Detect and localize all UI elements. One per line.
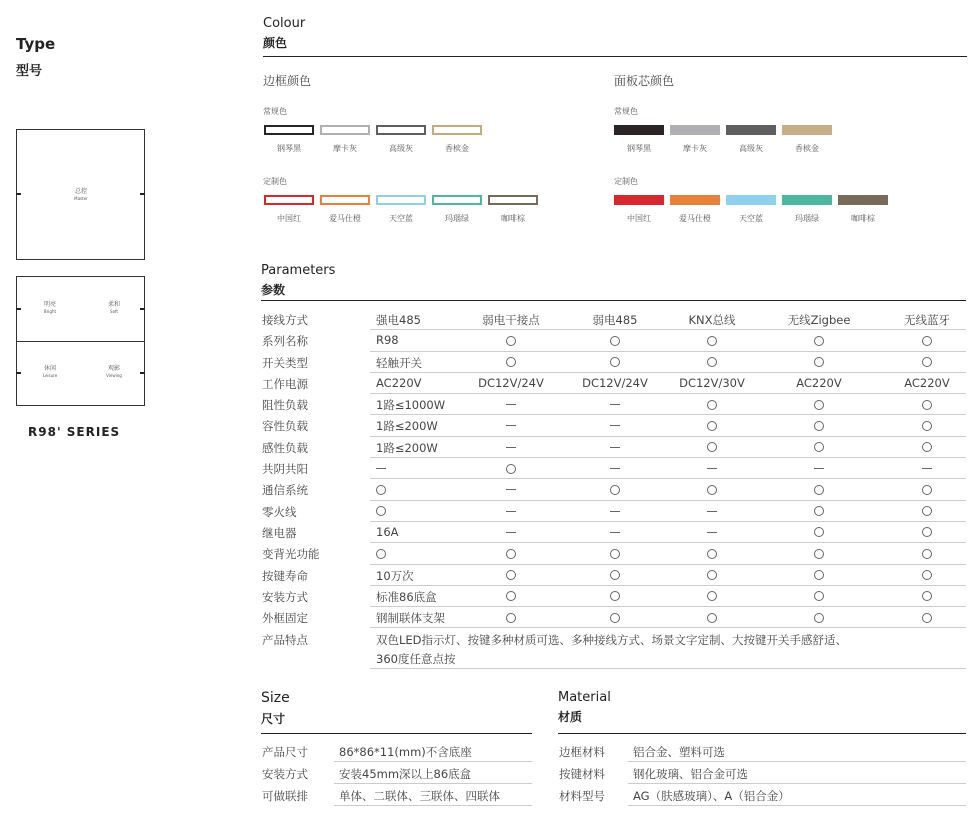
frame-colour-title: 边框颜色 xyxy=(263,74,312,88)
colour-swatch xyxy=(838,195,888,205)
dash-icon xyxy=(707,511,717,512)
table-cell: 无线蓝牙 xyxy=(904,313,950,327)
colour-swatch-label: 香槟金 xyxy=(795,144,819,153)
row-value: AG（肤感玻璃）、A（铝合金） xyxy=(633,789,790,803)
table-row xyxy=(260,479,966,500)
table-cell: 1路≤200W xyxy=(376,440,438,455)
panel-tick-left xyxy=(16,193,21,195)
dash-icon xyxy=(376,468,386,469)
dash-icon xyxy=(922,468,932,469)
table-cell xyxy=(376,504,386,518)
table-cell xyxy=(466,482,556,496)
colour-swatch xyxy=(432,195,482,205)
material-rule xyxy=(558,733,966,734)
row-label: 继电器 xyxy=(262,525,297,540)
circle-icon xyxy=(814,336,824,346)
panel-tick xyxy=(140,308,145,310)
circle-icon xyxy=(610,485,620,495)
panel-divider xyxy=(17,341,144,342)
table-cell xyxy=(667,546,757,560)
circle-icon xyxy=(922,336,932,346)
row-label: 通信系统 xyxy=(262,483,308,498)
row-label: 感性负载 xyxy=(262,440,308,455)
row-divider xyxy=(370,627,966,628)
circle-icon xyxy=(376,485,386,495)
circle-icon xyxy=(814,506,824,516)
row-label: 按键材料 xyxy=(559,767,605,781)
table-cell xyxy=(667,333,757,347)
table-cell xyxy=(774,418,864,432)
colour-swatch xyxy=(320,125,370,135)
circle-icon xyxy=(922,506,932,516)
colour-swatch xyxy=(264,125,314,135)
table-cell xyxy=(667,525,757,539)
table-cell xyxy=(466,546,556,560)
colour-swatch-label: 摩卡灰 xyxy=(683,144,707,153)
circle-icon xyxy=(814,591,824,601)
table-cell xyxy=(570,546,660,560)
colour-swatch xyxy=(376,195,426,205)
features-line2: 360度任意点按 xyxy=(376,652,456,666)
row-divider xyxy=(628,761,966,762)
table-cell xyxy=(774,333,864,347)
table-cell xyxy=(774,568,864,582)
table-cell xyxy=(570,355,660,369)
table-row xyxy=(260,437,966,458)
circle-icon xyxy=(814,357,824,367)
table-cell xyxy=(466,440,556,454)
table-cell xyxy=(774,610,864,624)
row-value: 单体、二联体、三联体、四联体 xyxy=(339,789,500,803)
dash-icon xyxy=(506,404,516,405)
circle-icon xyxy=(376,506,386,516)
table-cell xyxy=(376,461,386,475)
table-cell: R98 xyxy=(376,333,399,348)
table-cell xyxy=(466,333,556,347)
params-title-cn: 参数 xyxy=(261,283,286,297)
table-cell: AC220V xyxy=(796,375,842,390)
type-title-en: Type xyxy=(16,35,56,53)
row-label: 接线方式 xyxy=(262,313,308,327)
table-cell xyxy=(882,482,972,496)
table-row xyxy=(260,415,966,436)
table-row xyxy=(260,565,966,586)
circle-icon xyxy=(707,421,717,431)
table-cell xyxy=(774,504,864,518)
colour-swatch xyxy=(670,125,720,135)
table-row xyxy=(260,458,966,479)
colour-swatch-label: 玛瑙绿 xyxy=(795,214,819,223)
circle-icon xyxy=(707,591,717,601)
table-cell xyxy=(882,355,972,369)
dash-icon xyxy=(610,425,620,426)
table-cell xyxy=(570,397,660,411)
table-cell xyxy=(570,418,660,432)
dash-icon xyxy=(506,511,516,512)
panel-tick xyxy=(16,308,21,310)
row-divider xyxy=(628,783,966,784)
circle-icon xyxy=(610,549,620,559)
table-cell xyxy=(667,397,757,411)
table-cell xyxy=(466,568,556,582)
colour-swatch xyxy=(376,125,426,135)
colour-title-en: Colour xyxy=(263,16,306,31)
table-cell: AC220V xyxy=(904,375,950,390)
params-rule xyxy=(261,300,966,301)
table-cell: 无线Zigbee xyxy=(787,313,851,327)
table-cell xyxy=(667,568,757,582)
table-cell xyxy=(882,546,972,560)
table-cell xyxy=(882,397,972,411)
panel-tick xyxy=(140,372,145,374)
table-cell xyxy=(570,333,660,347)
table-cell xyxy=(376,482,386,496)
colour-swatch-label: 咖啡棕 xyxy=(851,214,875,223)
circle-icon xyxy=(506,591,516,601)
table-cell xyxy=(466,504,556,518)
row-label: 可做联排 xyxy=(262,789,308,803)
table-cell xyxy=(376,546,386,560)
circle-icon xyxy=(506,549,516,559)
table-cell xyxy=(774,355,864,369)
colour-swatch-label: 咖啡棕 xyxy=(501,214,525,223)
circle-icon xyxy=(610,613,620,623)
table-cell: AC220V xyxy=(376,375,422,390)
circle-icon xyxy=(506,357,516,367)
table-cell xyxy=(667,440,757,454)
row-value: 安装45mm深以上86底盒 xyxy=(339,767,472,781)
colour-swatch xyxy=(614,195,664,205)
table-cell xyxy=(466,525,556,539)
circle-icon xyxy=(610,336,620,346)
colour-swatch xyxy=(782,195,832,205)
features-line1: 双色LED指示灯、按键多种材质可选、多种接线方式、场景文字定制、大按键开关手感舒适、 xyxy=(376,633,848,647)
dash-icon xyxy=(610,532,620,533)
panel-label-soft: 柔和 Soft xyxy=(107,301,120,314)
dash-icon xyxy=(506,489,516,490)
table-cell xyxy=(570,440,660,454)
table-cell: 1路≤1000W xyxy=(376,398,446,413)
dash-icon xyxy=(610,404,620,405)
table-cell: KNX总线 xyxy=(688,313,736,327)
dash-icon xyxy=(506,425,516,426)
colour-swatch xyxy=(726,125,776,135)
panel-four-key xyxy=(16,276,145,406)
dash-icon xyxy=(707,532,717,533)
colour-swatch-label: 高级灰 xyxy=(389,144,413,153)
table-cell xyxy=(774,546,864,560)
dash-icon xyxy=(610,468,620,469)
table-cell: DC12V/24V xyxy=(478,375,544,390)
table-cell: DC12V/30V xyxy=(679,375,745,390)
row-value: 钢化玻璃、铝合金可选 xyxy=(633,767,748,781)
table-cell xyxy=(667,461,757,475)
colour-swatch-label: 天空蓝 xyxy=(739,214,763,223)
table-cell xyxy=(774,397,864,411)
colour-swatch xyxy=(320,195,370,205)
table-cell xyxy=(882,418,972,432)
table-cell xyxy=(570,482,660,496)
circle-icon xyxy=(707,613,717,623)
circle-icon xyxy=(922,549,932,559)
circle-icon xyxy=(922,527,932,537)
circle-icon xyxy=(610,357,620,367)
colour-rule xyxy=(263,56,967,57)
circle-icon xyxy=(922,421,932,431)
circle-icon xyxy=(814,570,824,580)
circle-icon xyxy=(922,570,932,580)
table-cell xyxy=(466,418,556,432)
table-cell xyxy=(774,440,864,454)
colour-swatch xyxy=(614,125,664,135)
circle-icon xyxy=(814,442,824,452)
circle-icon xyxy=(506,613,516,623)
panel-label-viewing: 观影 Viewing xyxy=(106,365,122,378)
table-cell xyxy=(570,525,660,539)
circle-icon xyxy=(376,549,386,559)
colour-swatch xyxy=(264,195,314,205)
row-label: 产品尺寸 xyxy=(262,745,308,759)
dash-icon xyxy=(610,447,620,448)
table-cell xyxy=(774,525,864,539)
table-cell xyxy=(882,525,972,539)
table-cell: 弱电485 xyxy=(592,313,638,327)
circle-icon xyxy=(814,613,824,623)
table-cell: 钢制联体支架 xyxy=(376,611,445,626)
table-row xyxy=(260,352,966,373)
row-label: 零火线 xyxy=(262,504,297,519)
circle-icon xyxy=(707,442,717,452)
colour-swatch-label: 爱马仕橙 xyxy=(679,214,711,223)
circle-icon xyxy=(707,357,717,367)
circle-icon xyxy=(707,549,717,559)
circle-icon xyxy=(922,613,932,623)
row-divider xyxy=(334,783,532,784)
row-label: 外框固定 xyxy=(262,611,308,626)
row-divider xyxy=(334,805,532,806)
panel-tick xyxy=(16,372,21,374)
table-cell: 弱电干接点 xyxy=(482,313,540,327)
material-title-en: Material xyxy=(558,690,611,705)
row-divider xyxy=(334,761,532,762)
table-cell xyxy=(882,333,972,347)
row-label: 按键寿命 xyxy=(262,568,308,583)
row-label: 安装方式 xyxy=(262,767,308,781)
panel-label-master: 总控 Master xyxy=(74,188,88,201)
colour-swatch-label: 高级灰 xyxy=(739,144,763,153)
table-cell xyxy=(466,589,556,603)
table-cell xyxy=(466,355,556,369)
table-cell xyxy=(667,610,757,624)
circle-icon xyxy=(506,464,516,474)
dash-icon xyxy=(506,447,516,448)
params-title-en: Parameters xyxy=(261,263,336,278)
table-cell xyxy=(882,589,972,603)
circle-icon xyxy=(814,527,824,537)
type-title-cn: 型号 xyxy=(16,64,43,79)
circle-icon xyxy=(922,400,932,410)
table-cell xyxy=(570,610,660,624)
panel-single xyxy=(16,129,145,260)
row-value: 铝合金、塑料可选 xyxy=(633,745,725,759)
core-regular-label: 常规色 xyxy=(614,107,638,116)
table-row xyxy=(260,309,966,330)
row-label: 安装方式 xyxy=(262,589,308,604)
circle-icon xyxy=(922,591,932,601)
table-cell xyxy=(882,610,972,624)
table-cell xyxy=(570,504,660,518)
frame-custom-label: 定制色 xyxy=(263,177,287,186)
colour-swatch-label: 中国红 xyxy=(277,214,301,223)
table-row xyxy=(260,543,966,564)
colour-swatch xyxy=(726,195,776,205)
features-label: 产品特点 xyxy=(262,633,308,647)
row-divider xyxy=(628,805,966,806)
table-cell xyxy=(466,461,556,475)
table-cell: 强电485 xyxy=(376,313,421,327)
dash-icon xyxy=(814,468,824,469)
material-title-cn: 材质 xyxy=(558,710,583,724)
parameters-table xyxy=(260,309,966,628)
row-label: 容性负载 xyxy=(262,419,308,434)
circle-icon xyxy=(922,485,932,495)
table-cell xyxy=(882,461,972,475)
table-cell: DC12V/24V xyxy=(582,375,648,390)
circle-icon xyxy=(922,357,932,367)
circle-icon xyxy=(610,591,620,601)
table-row xyxy=(260,394,966,415)
circle-icon xyxy=(506,336,516,346)
table-cell xyxy=(466,610,556,624)
circle-icon xyxy=(707,336,717,346)
panel-label-bright: 明亮 Bright xyxy=(43,301,57,314)
table-cell xyxy=(667,504,757,518)
row-label: 工作电源 xyxy=(262,376,308,391)
circle-icon xyxy=(814,421,824,431)
table-cell xyxy=(667,418,757,432)
table-cell xyxy=(570,461,660,475)
table-cell xyxy=(466,397,556,411)
table-row xyxy=(260,522,966,543)
colour-swatch xyxy=(670,195,720,205)
colour-swatch xyxy=(432,125,482,135)
row-label: 边框材料 xyxy=(559,745,605,759)
core-colour-title: 面板芯颜色 xyxy=(614,74,675,88)
row-label: 变背光功能 xyxy=(262,547,320,562)
colour-swatch-label: 天空蓝 xyxy=(389,214,413,223)
circle-icon xyxy=(707,400,717,410)
table-cell xyxy=(774,461,864,475)
table-cell: 10万次 xyxy=(376,568,414,583)
circle-icon xyxy=(814,549,824,559)
panel-tick-right xyxy=(140,193,145,195)
table-cell: 标准86底盒 xyxy=(376,589,437,604)
circle-icon xyxy=(922,442,932,452)
colour-swatch xyxy=(782,125,832,135)
table-cell xyxy=(570,589,660,603)
colour-swatch-label: 玛瑙绿 xyxy=(445,214,469,223)
table-cell xyxy=(667,355,757,369)
dash-icon xyxy=(707,468,717,469)
table-cell: 16A xyxy=(376,524,399,539)
table-cell: 轻触开关 xyxy=(376,355,422,370)
table-row xyxy=(260,586,966,607)
table-cell: 1路≤200W xyxy=(376,419,438,434)
table-cell xyxy=(882,440,972,454)
frame-regular-label: 常规色 xyxy=(263,107,287,116)
dash-icon xyxy=(506,532,516,533)
table-cell xyxy=(774,482,864,496)
features-line xyxy=(370,668,966,669)
row-label: 阻性负载 xyxy=(262,398,308,413)
table-row xyxy=(260,373,966,394)
size-title-en: Size xyxy=(261,690,290,706)
row-label: 开关类型 xyxy=(262,355,308,370)
colour-swatch-label: 钢琴黑 xyxy=(627,144,651,153)
circle-icon xyxy=(610,570,620,580)
colour-swatch-label: 钢琴黑 xyxy=(277,144,301,153)
table-cell xyxy=(882,568,972,582)
row-label: 系列名称 xyxy=(262,334,308,349)
circle-icon xyxy=(814,485,824,495)
core-custom-label: 定制色 xyxy=(614,177,638,186)
dash-icon xyxy=(610,511,620,512)
table-cell xyxy=(667,589,757,603)
colour-swatch xyxy=(488,195,538,205)
panel-label-leisure: 休闲 Leisure xyxy=(42,365,58,378)
table-row xyxy=(260,330,966,351)
circle-icon xyxy=(506,570,516,580)
table-cell xyxy=(882,504,972,518)
row-value: 86*86*11(mm)不含底座 xyxy=(339,745,472,759)
circle-icon xyxy=(707,485,717,495)
table-row xyxy=(260,501,966,522)
table-cell xyxy=(774,589,864,603)
table-cell xyxy=(667,482,757,496)
circle-icon xyxy=(707,570,717,580)
colour-title-cn: 颜色 xyxy=(263,36,288,50)
colour-swatch-label: 摩卡灰 xyxy=(333,144,357,153)
row-label: 共阴共阳 xyxy=(262,462,308,477)
colour-swatch-label: 香槟金 xyxy=(445,144,469,153)
table-cell xyxy=(570,568,660,582)
table-row xyxy=(260,607,966,628)
colour-swatch-label: 中国红 xyxy=(627,214,651,223)
row-label: 材料型号 xyxy=(559,789,605,803)
colour-swatch-label: 爱马仕橙 xyxy=(329,214,361,223)
size-rule xyxy=(261,733,532,734)
circle-icon xyxy=(814,400,824,410)
size-title-cn: 尺寸 xyxy=(261,712,286,726)
series-name: R98' SERIES xyxy=(28,425,121,439)
